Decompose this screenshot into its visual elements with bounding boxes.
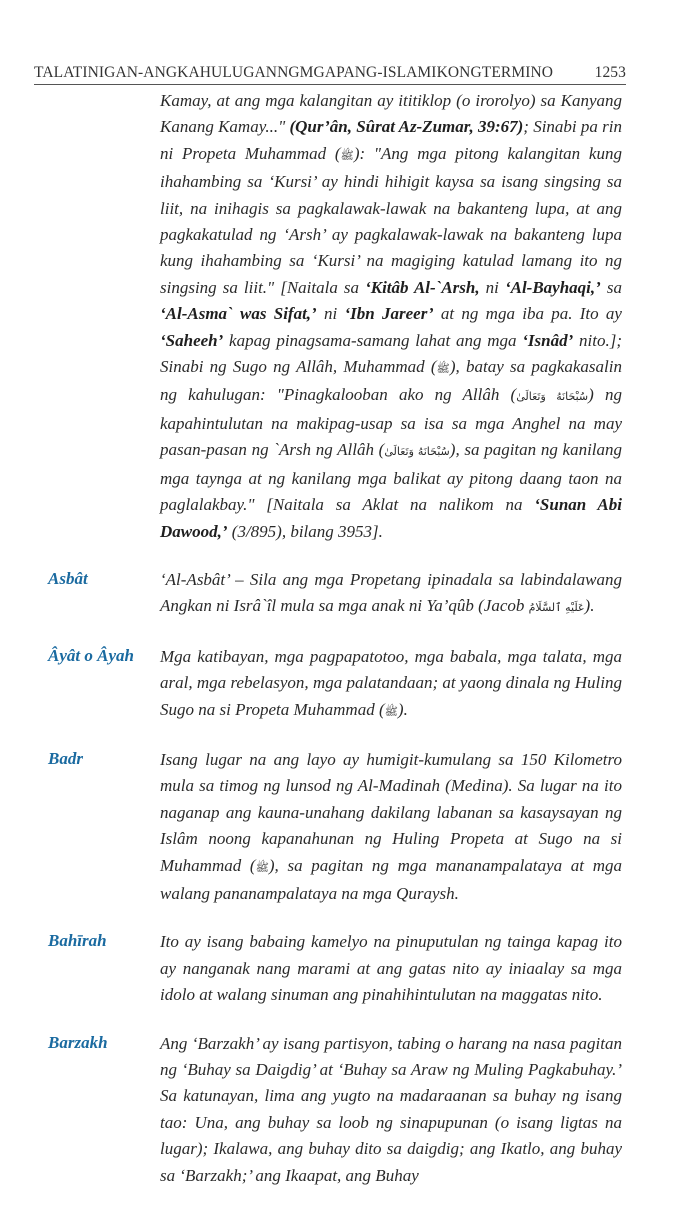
text-run: Ang ‘Barzakh’ ay isang partisyon, tabing o harang na nasa pagitan ng ‘Buhay sa Daigdig’ at ‘Buhay sa Araw ng Muling Pagkabuhay.’ Sa katunayan, lima ang yugto na madaraanan sa buhay ng isang tao: Una, ang buhay sa loob ng sinapupunan (o isang ligtas na lugar); Ikalawa, ang buhay dito sa daigdig; ang Ikatlo, ang buhay sa ‘Barzakh;’ ang Ikaapat, ang Buhay (160, 1033, 622, 1185)
text-run: Isang lugar na ang layo ay humigit-kumulang sa 150 Kilometro mula sa timog ng lunsod ng Al-Madinah (Medina). Sa lugar na ito naganap ang kauna-unahang dakilang labanan sa kasaysayan ng Islâm noong kapanahunan ng Huling Propeta at Sugo na si Muhammad ( (160, 749, 622, 875)
text-run: Mga katibayan, mga pagpapatotoo, mga babala, mga talata, mga aral, mga rebelasyon, mga palatandaan; at yaong dinala ng Huling Sugo na si Propeta Muhammad ( (160, 646, 622, 719)
glossary-term: Âyât o Âyah (48, 645, 134, 665)
running-title: TALATINIGAN-ANGKAHULUGANNGMGAPANG-ISLAMIKONGTERMINO (34, 64, 554, 81)
glossary-entry-barzakh (0, 1031, 682, 1189)
text-run: at ng mga iba pa. Ito ay (433, 304, 622, 324)
text-run: Kamay, at ang mga kalangitan ay ititiklop (o irorolyo) sa Kanyang Kanang Kamay..." (160, 91, 622, 137)
continuation-definition (160, 88, 622, 545)
arabic-honorific: ﷺ (384, 704, 398, 718)
bold-citation: ‘Kitâb Al-`Arsh, (365, 277, 480, 297)
arabic-honorific: ﷺ (436, 362, 450, 376)
text-run: ni (479, 277, 505, 297)
arabic-honorific: سُبْحَانَهُ وَتَعَالَىٰ (516, 390, 589, 404)
glossary-entry-bahirah (0, 929, 682, 1008)
text-run: kapag pinagsama-samang lahat ang mga (223, 330, 523, 350)
bold-citation: ‘Isnâd’ (522, 330, 574, 350)
glossary-term: Badr (48, 748, 83, 768)
bold-citation: ‘Sunan Abi Dawood,’ (160, 495, 622, 541)
text-run: ) ng kapahintulutan na makipag-usap sa isa sa mga Anghel na may pasan-pasan ng `Arsh ng Allâh ( (160, 385, 622, 460)
text-run: ): "Ang mga pitong kalangitan kung ihahambing sa ‘Kursi’ ay hindi hihigit kaysa sa isang singsing sa liit, na inihagis sa pagkalawak-lawak na bakanteng lupa, at ang pagkakatulad ng ‘Arsh’ ay pagkalawak-lawak na bakanteng lupa kung ihahambing sa ‘Kursi’ na magiging katulad lamang ito ng singsing sa liit." [Naitala sa (160, 143, 622, 297)
text-run: ; Sinabi pa rin ni Propeta Muhammad ( (160, 117, 622, 163)
glossary-definition (160, 929, 622, 1008)
text-run: ). (584, 596, 595, 616)
page-number: 1253 (594, 64, 626, 81)
text-run: ni (316, 304, 345, 324)
text-run: ), sa pagitan ng mga mananampalataya at mga walang pananampalataya na mga Quraysh. (160, 855, 622, 903)
bold-citation: (Qur’ân, Sûrat Az-Zumar, 39:67) (289, 117, 524, 137)
bold-citation: ‘Ibn Jareer’ (344, 304, 434, 324)
bold-citation: ‘Al-Bayhaqi,’ (504, 277, 601, 297)
glossary-definition (160, 567, 622, 622)
text-run: sa (600, 277, 622, 297)
arabic-honorific: ﷺ (340, 148, 354, 162)
glossary-entry-badr (0, 747, 682, 907)
glossary-term: Asbât (48, 568, 88, 588)
glossary-entry-asbat (0, 567, 682, 622)
text-run: nito.]; Sinabi ng Sugo ng Allâh, Muhammad ( (160, 330, 622, 377)
glossary-entry-ayat (0, 644, 682, 725)
running-header (34, 60, 626, 85)
glossary-content (0, 88, 682, 1211)
glossary-term: Barzakh (48, 1032, 108, 1052)
bold-citation: ‘Al-Asma` was Sifat,’ (160, 304, 317, 324)
text-run: (3/895), bilang 3953]. (227, 521, 383, 541)
continuation-entry (0, 88, 682, 545)
text-run: Ito ay isang babaing kamelyo na pinuputulan ng tainga kapag ito ay nanganak nang marami at ang gatas nito ay iniaalay sa mga idolo at walang sinuman ang pinahihintulutan na maggatas nito. (160, 932, 622, 1005)
text-run: ), batay sa pagkakasalin ng kahulugan: "Pinagkalooban ako ng Allâh ( (160, 357, 622, 405)
arabic-honorific: عَلَيْهِ ٱلسَّلَامُ (528, 601, 585, 615)
arabic-honorific: ﷺ (255, 860, 269, 874)
bold-citation: ‘Saheeh’ (160, 330, 224, 350)
glossary-definition (160, 747, 622, 907)
glossary-definition (160, 644, 622, 725)
arabic-honorific: سُبْحَانَهُ وَتَعَالَىٰ (384, 445, 450, 459)
text-run: ‘Al-Asbât’ – Sila ang mga Propetang ipinadala sa labindalawang Angkan ni Isrâ`îl mula sa mga anak ni Ya’qûb (Jacob (160, 569, 622, 616)
text-run: ). (397, 699, 408, 719)
glossary-definition (160, 1031, 622, 1189)
glossary-term: Bahīrah (48, 931, 107, 951)
text-run: ), sa pagitan ng kanilang mga taynga at ng kanilang mga balikat ay pitong daang taon na paglalakbay." [Naitala sa Aklat na nalikom na (160, 440, 623, 515)
